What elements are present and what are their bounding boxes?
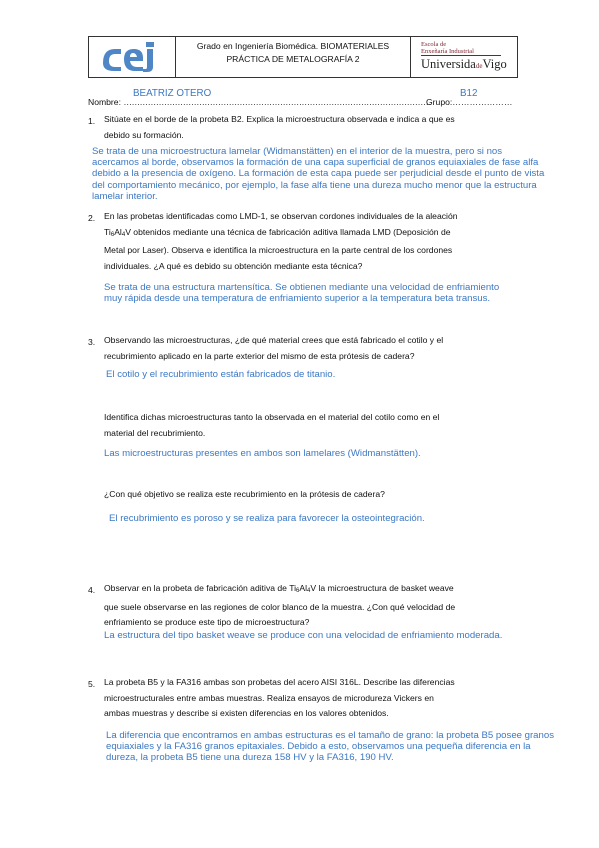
school-name: Escola de Enxeñaría Industrial [421,41,474,55]
q5-number: 5. [88,679,96,689]
course-title: Grado en Ingeniería Biomédica. BIOMATERIALES [196,41,390,51]
q1-text: Sitúate en el borde de la probeta B2. Explica la microestructura observada e indica a que es debido su formación. [104,114,455,140]
q5-text: La probeta B5 y la FA316 ambas son probetas del acero AISI 316L. Describe las diferencias microestructurales entre ambas muestras. Realiza ensayos de microdureza Vickers en ambas muestras y describe si existen diferencias en los valores obtenidos. [104,677,455,718]
student-group[interactable]: B12 [460,88,478,99]
cej-logo [99,41,165,73]
q3-subquestion-objective: ¿Con qué objetivo se realiza este recubrimiento en la prótesis de cadera? [104,489,385,499]
q2-answer[interactable]: Se trata de una estructura martensítica. Se obtienen mediante una velocidad de enfriamiento muy rápida desde una temperatura de enfriamiento superior a la temperatura beta transus. [104,282,500,305]
q1-answer[interactable]: Se trata de una microestructura lamelar (Widmanstätten) en el interior de la muestra, pero si nos acercamos al borde, observamos la formación de una capa superficial de granos equiaxiales de fase alfa debido a la presencia de oxígeno. La formación de esta capa puede ser perjudicial desde el punto de vista del comportamiento mecánico, por ejemplo, la fase alfa tiene una dureza mucho menor que la estructura lamelar interior. [92,146,545,202]
q3-answer-microstructures[interactable]: Las microestructuras presentes en ambos son lamelares (Widmanstätten). [104,448,421,459]
practice-title: PRÁCTICA DE METALOGRAFÍA 2 [226,54,360,64]
name-line: Nombre: …………………………………………………………………………………………………… [88,97,431,107]
q4-answer[interactable]: La estructura del tipo basket weave se produce con una velocidad de enfriamiento moderada. [104,630,503,641]
student-name[interactable]: BEATRIZ OTERO [133,88,212,99]
logo-divider [421,55,501,56]
q4-text: Observar en la probeta de fabricación aditiva de $Ti_6Al_4V$ la microestructura de basket weave que suele observarse en las regiones de color blanco de la muestra. ¿Con qué velocidad de enfriamiento se produce este tipo de microestructura? [104,583,456,627]
q1-number: 1. [88,116,96,126]
university-logo: UniversidadeVigo [421,57,507,71]
name-label: Nombre: [88,97,121,107]
q3-answer-material[interactable]: El cotilo y el recubrimiento están fabricados de titanio. [106,369,336,380]
q4-number: 4. [88,585,96,595]
q3-subquestion-microstructures: Identifica dichas microestructuras tanto la observada en el material del cotilo como en el material del recubrimiento. [104,412,440,438]
header-table [88,36,518,78]
university-logo-cell [410,37,517,77]
group-label: Grupo: [426,97,453,107]
header-logo-cell [89,37,176,77]
q5-answer[interactable]: La diferencia que encontramos en ambas estructuras es el tamaño de grano: la probeta B5 posee granos equiaxiales y la FA316 granos epitaxiales. Debido a esto, observamos una pequeña diferencia en la dureza, la probeta B5 tiene una dureza 158 HV y la FA316, 190 HV. [106,730,554,764]
q2-text: En las probetas identificadas como LMD-1, se observan cordones individuales de la aleación $Ti_6Al_4V$ obtenidos mediante una técnica de fabricación aditiva llamada LMD (Deposición de Metal por Laser). Observa e identifica la microestructura en la parte central de los cordones individuales. ¿A qué es debido su obtención mediante esta técnica? [104,211,458,271]
q3-text: Observando las microestructuras, ¿de qué material crees que está fabricado el cotilo y el recubrimiento aplicado en la parte exterior del mismo de esta prótesis de cadera? [104,335,444,361]
group-line: Grupo:………………… [426,97,513,107]
q3-answer-objective[interactable]: El recubrimiento es poroso y se realiza para favorecer la osteointegración. [109,513,425,524]
q2-number: 2. [88,213,96,223]
q3-number: 3. [88,337,96,347]
